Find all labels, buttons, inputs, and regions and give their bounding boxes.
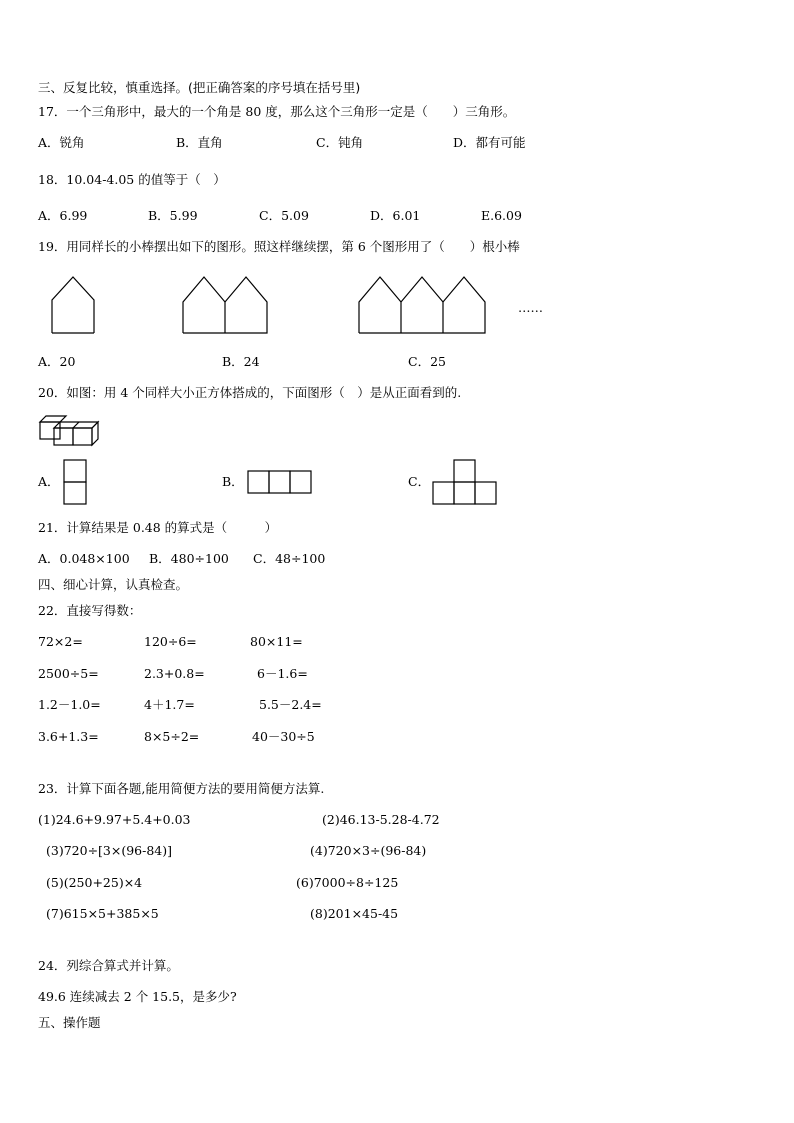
- question-17-option-c: C．钝角: [316, 135, 364, 150]
- cube-stack-figure: [40, 416, 98, 445]
- question-19-stem: 19．用同样长的小棒摆出如下的图形。照这样继续摆，第 6 个图形用了（ ）根小棒: [38, 239, 520, 254]
- question-19-option-a: A．20: [38, 354, 76, 369]
- calc-item: 80×11=: [250, 634, 303, 649]
- calc-item: 40－30÷5: [252, 729, 315, 744]
- question-18-option-d: D．6.01: [370, 208, 421, 223]
- calc-expression: (6)7000÷8÷125: [296, 875, 399, 890]
- calc-item: 4＋1.7=: [144, 697, 195, 712]
- question-17-option-a: A．锐角: [38, 135, 85, 150]
- calc-expression: (1)24.6+9.97+5.4+0.03: [38, 812, 191, 827]
- calc-expression: (5)(250+25)×4: [46, 875, 143, 890]
- question-20-option-a: A．: [38, 474, 60, 489]
- question-17-option-d: D．都有可能: [453, 135, 526, 150]
- question-21-stem: 21．计算结果是 0.48 的算式是（ ）: [38, 520, 278, 535]
- calc-item: 2.3+0.8=: [144, 666, 205, 681]
- question-19-option-b: B．24: [222, 354, 260, 369]
- calc-item: 72×2=: [38, 634, 83, 649]
- calc-item: 6－1.6=: [257, 666, 308, 681]
- question-21-option-b: B．480÷100: [149, 551, 229, 566]
- question-18-option-a: A．6.99: [38, 208, 88, 223]
- calc-item: 3.6+1.3=: [38, 729, 99, 744]
- question-19-ellipsis: ……: [518, 300, 543, 315]
- question-24-body: 49.6 连续减去 2 个 15.5，是多少?: [38, 989, 237, 1004]
- calc-expression: (8)201×45-45: [310, 906, 399, 921]
- calc-item: 120÷6=: [144, 634, 197, 649]
- calc-expression: (7)615×5+385×5: [46, 906, 159, 921]
- option-a-view: [64, 460, 86, 504]
- question-19-option-c: C．25: [408, 354, 446, 369]
- calc-item: 8×5÷2=: [144, 729, 200, 744]
- question-20-stem: 20．如图：用 4 个同样大小正方体搭成的，下面图形（ ）是从正面看到的.: [38, 385, 462, 400]
- question-18-option-c: C．5.09: [259, 208, 309, 223]
- question-22-stem: 22．直接写得数：: [38, 603, 142, 618]
- calc-expression: (3)720÷[3×(96-84)]: [46, 843, 173, 858]
- question-20-option-c: C．: [408, 474, 431, 489]
- calc-item: 2500÷5=: [38, 666, 99, 681]
- question-18-option-e: E.6.09: [481, 208, 522, 223]
- question-17-stem: 17．一个三角形中，最大的一个角是 80 度，那么这个三角形一定是（ ）三角形。: [38, 104, 516, 119]
- question-20-option-b: B．: [222, 474, 244, 489]
- question-23-stem: 23．计算下面各题,能用简便方法的要用简便方法算.: [38, 781, 325, 796]
- question-21-option-c: C．48÷100: [253, 551, 326, 566]
- calc-item: 5.5－2.4=: [259, 697, 322, 712]
- question-18-stem: 18．10.04-4.05 的值等于（ ）: [38, 172, 226, 187]
- calc-expression: (2)46.13-5.28-4.72: [322, 812, 440, 827]
- section-3-title: 三、反复比较，慎重选择。(把正确答案的序号填在括号里): [38, 80, 361, 95]
- question-21-option-a: A．0.048×100: [38, 551, 130, 566]
- calc-expression: (4)720×3÷(96-84): [310, 843, 427, 858]
- question-24-stem: 24．列综合算式并计算。: [38, 958, 179, 973]
- question-18-option-b: B．5.99: [148, 208, 198, 223]
- question-17-option-b: B．直角: [176, 135, 223, 150]
- section-4-title: 四、细心计算，认真检查。: [38, 577, 189, 592]
- option-b-view: [248, 471, 311, 493]
- calc-item: 1.2－1.0=: [38, 697, 101, 712]
- option-c-view: [433, 460, 496, 504]
- section-5-title: 五、操作题: [38, 1015, 101, 1030]
